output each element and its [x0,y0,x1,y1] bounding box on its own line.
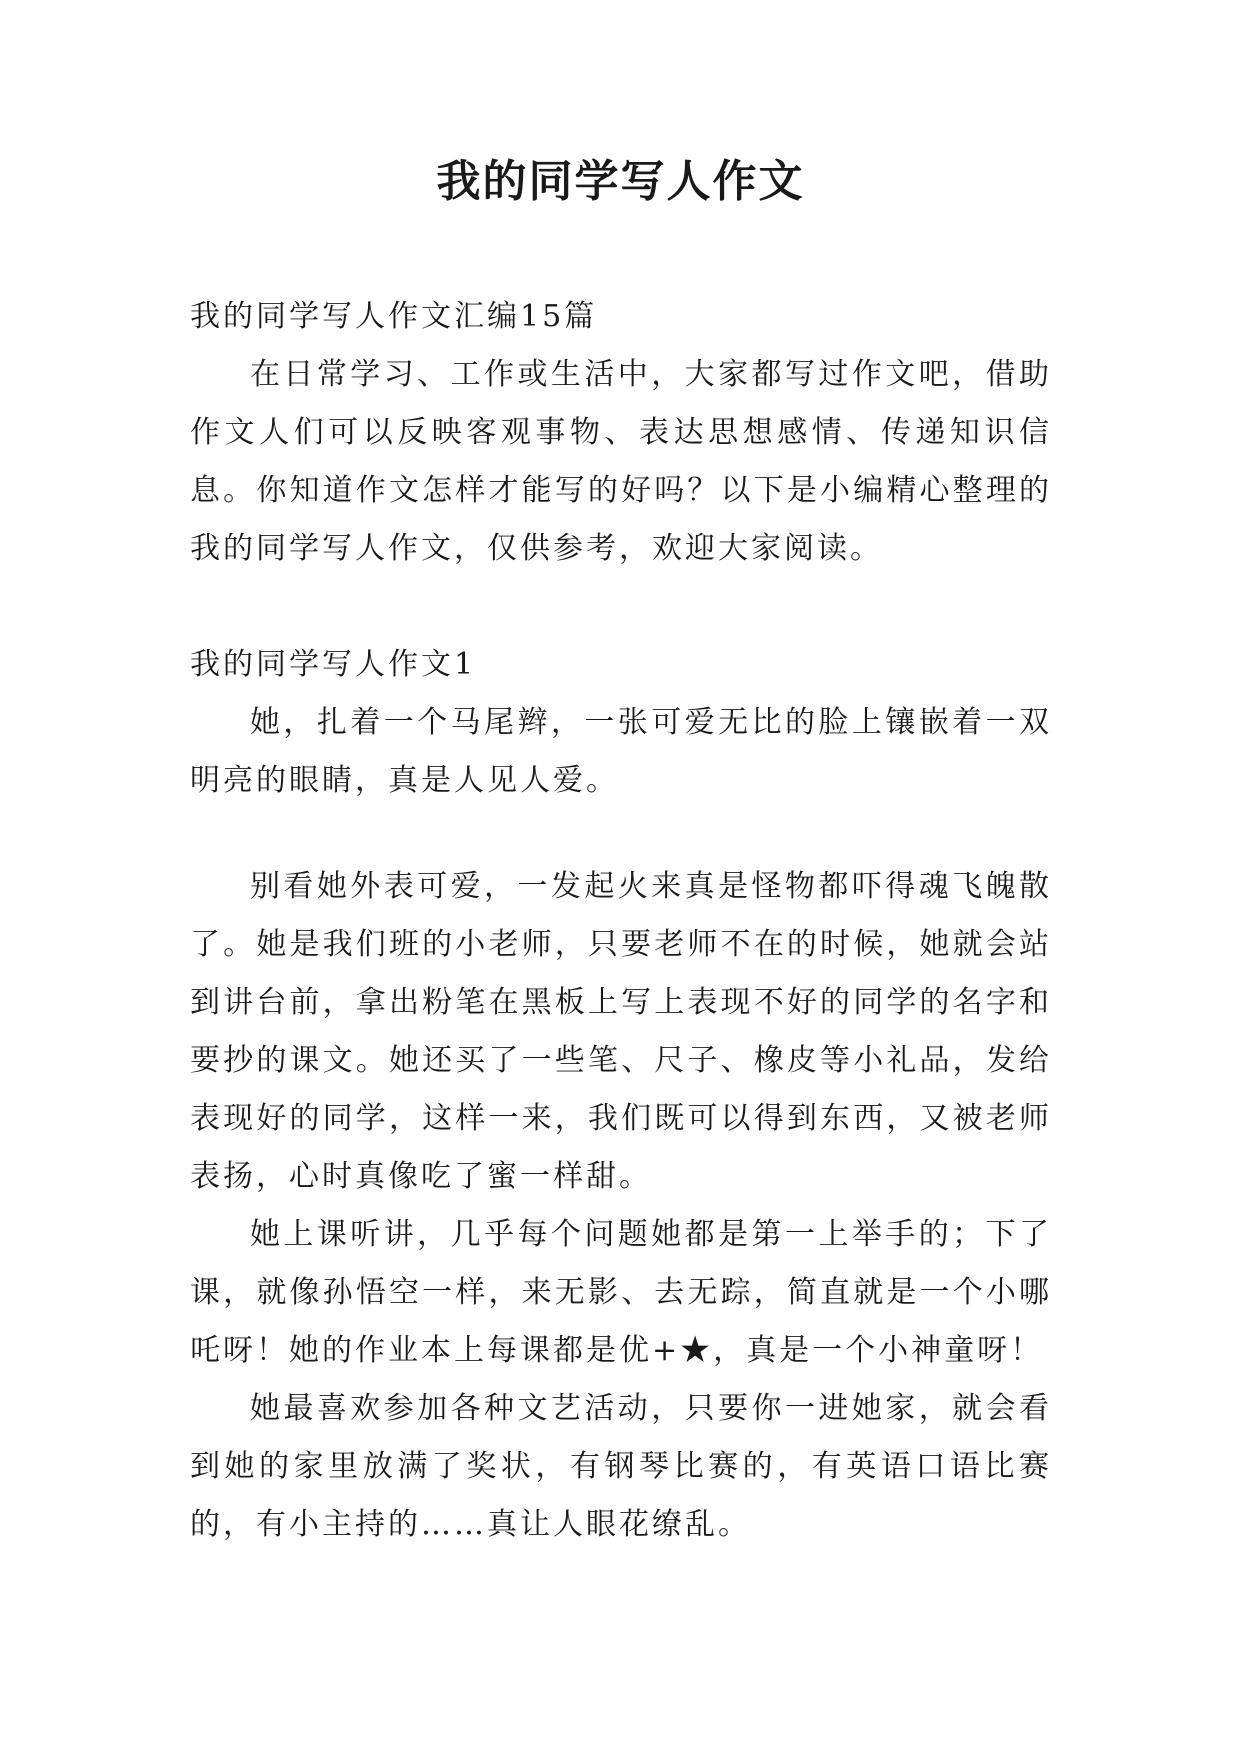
document-body [190,288,1052,1554]
essay-paragraph: 她上课听讲，几乎每个问题她都是第一上举手的；下了课，就像孙悟空一样，来无影、去无踪，简直就是一个小哪吒呀！她的作业本上每课都是优+★，真是一个小神童呀！ [190,1217,1052,1368]
section-spacer [190,578,1052,636]
intro-paragraph: 在日常学习、工作或生活中，大家都写过作文吧，借助作文人们可以反映客观事物、表达思想感情、传递知识信息。你知道作文怎样才能写的好吗？以下是小编精心整理的我的同学写人作文，仅供参考，欢迎大家阅读。 [190,357,1052,566]
paragraph-spacer [190,810,1052,858]
essay-paragraph: 她，扎着一个马尾辫，一张可爱无比的脸上镶嵌着一双明亮的眼睛，真是人见人爱。 [190,705,1052,798]
document-title: 我的同学写人作文 [436,156,805,207]
essay-heading: 我的同学写人作文1 [190,647,477,682]
essay-paragraph: 别看她外表可爱，一发起火来真是怪物都吓得魂飞魄散了。她是我们班的小老师，只要老师不在的时候，她就会站到讲台前，拿出粉笔在黑板上写上表现不好的同学的名字和要抄的课文。她还买了一些笔、尺子、橡皮等小礼品，发给表现好的同学，这样一来，我们既可以得到东西，又被老师表扬，心时真像吃了蜜一样甜。 [190,869,1052,1194]
collection-heading: 我的同学写人作文汇编15篇 [190,299,598,334]
essay-paragraph: 她最喜欢参加各种文艺活动，只要你一进她家，就会看到她的家里放满了奖状，有钢琴比赛的，有英语口语比赛的，有小主持的……真让人眼花缭乱。 [190,1391,1052,1542]
